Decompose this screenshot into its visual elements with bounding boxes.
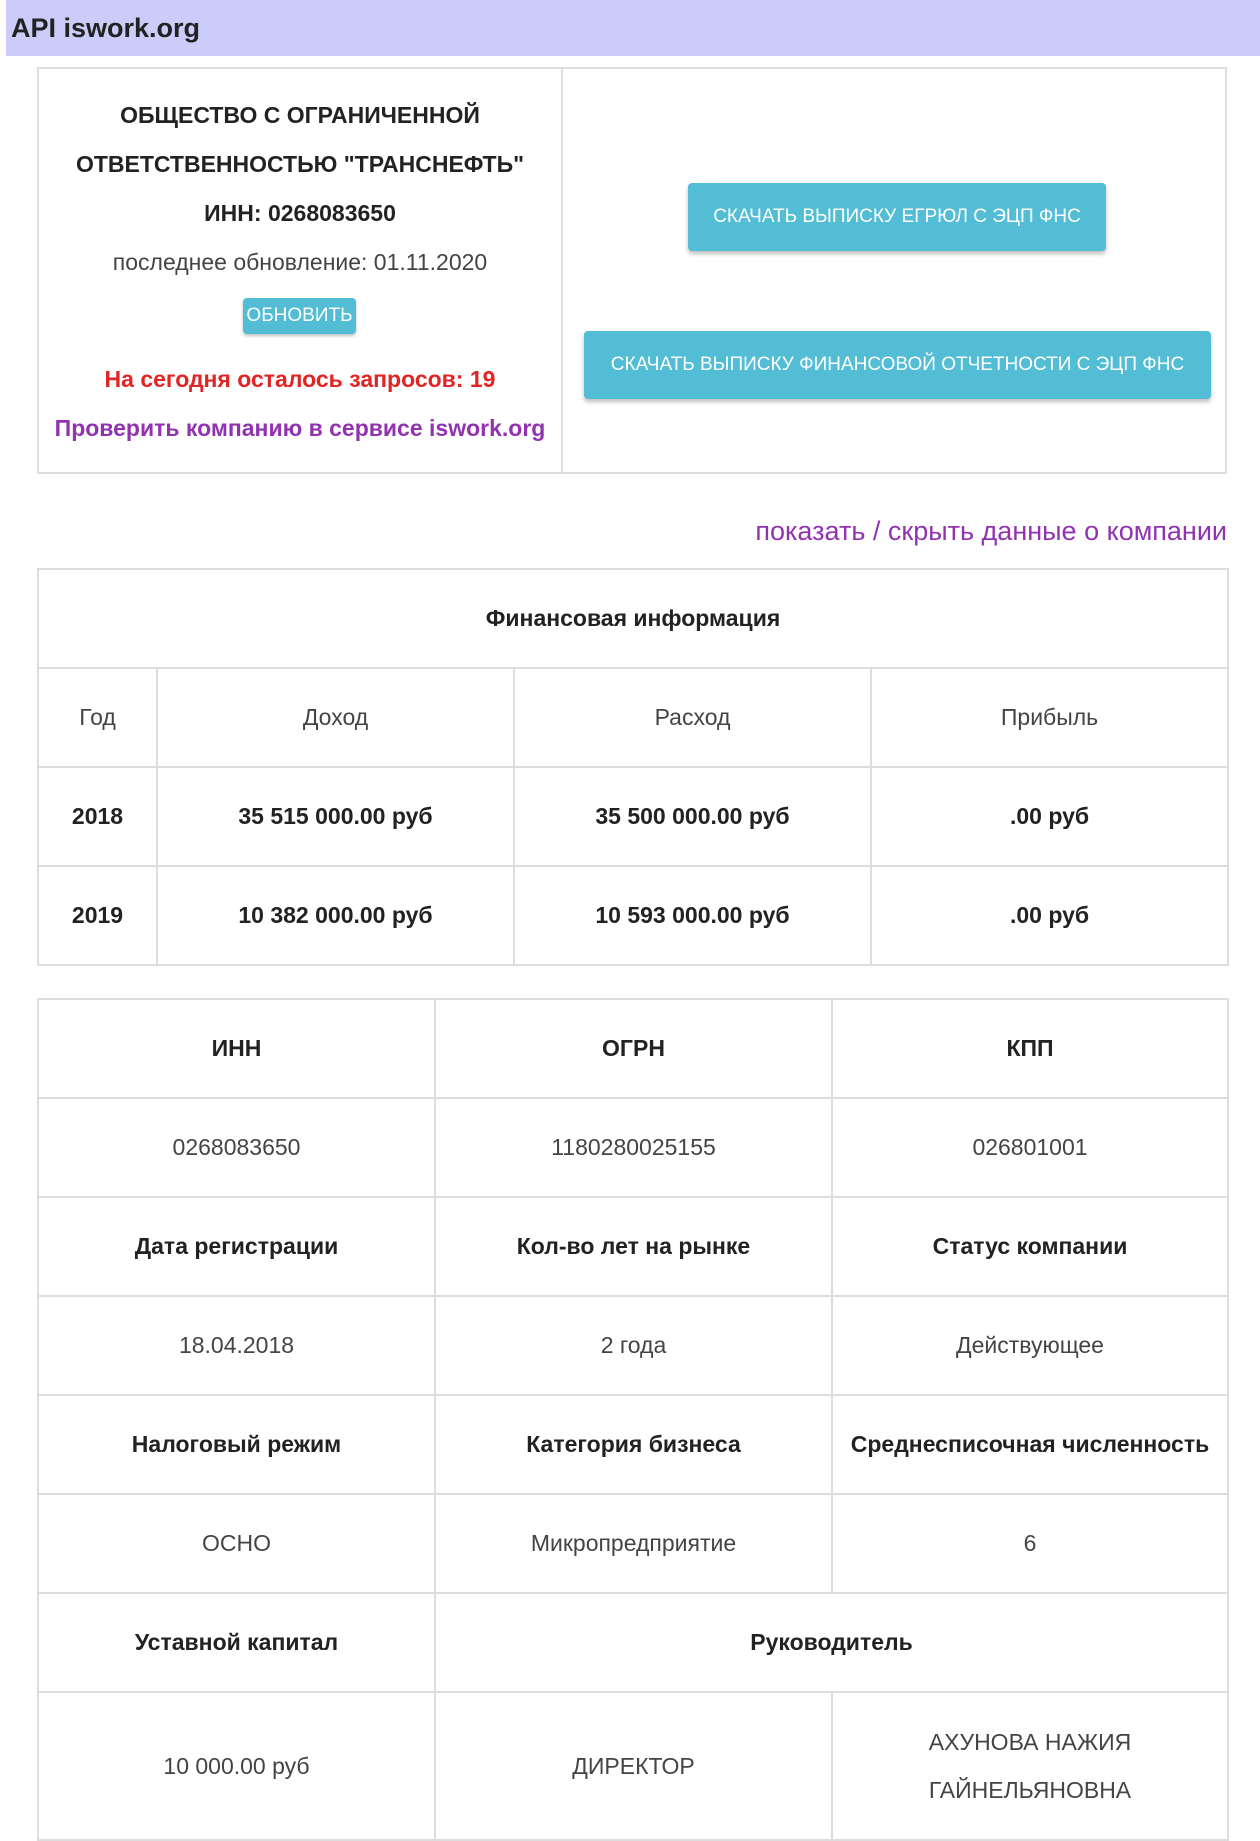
profit-cell: .00 руб: [871, 767, 1228, 866]
capital-label: Уставной капитал: [38, 1593, 435, 1692]
finance-table: [37, 568, 1229, 966]
head-name-value: АХУНОВА НАЖИЯ ГАЙНЕЛЬЯНОВНА: [832, 1692, 1228, 1840]
inn-label: ИНН: [38, 999, 435, 1098]
category-label: Категория бизнеса: [435, 1395, 832, 1494]
header-year: Год: [38, 668, 157, 767]
category-value: Микропредприятие: [435, 1494, 832, 1593]
head-position-value: ДИРЕКТОР: [435, 1692, 832, 1840]
year-cell: 2019: [38, 866, 157, 965]
reg-date-label: Дата регистрации: [38, 1197, 435, 1296]
info-header-row: [38, 999, 1228, 1098]
company-card: [37, 67, 1227, 474]
capital-value: 10 000.00 руб: [38, 1692, 435, 1840]
check-company-link[interactable]: Проверить компанию в сервисе iswork.org: [54, 415, 546, 441]
expense-cell: 35 500 000.00 руб: [514, 767, 871, 866]
table-row: [38, 866, 1228, 965]
ogrn-label: ОГРН: [435, 999, 832, 1098]
tax-value: ОСНО: [38, 1494, 435, 1593]
finance-title-row: [38, 569, 1228, 668]
toggle-company-data-link[interactable]: показать / скрыть данные о компании: [755, 516, 1227, 546]
ogrn-value: 1180280025155: [435, 1098, 832, 1197]
staff-label: Среднесписочная численность: [832, 1395, 1228, 1494]
header-expense: Расход: [514, 668, 871, 767]
head-label: Руководитель: [435, 1593, 1228, 1692]
staff-value: 6: [832, 1494, 1228, 1593]
kpp-label: КПП: [832, 999, 1228, 1098]
info-header-row: [38, 1395, 1228, 1494]
year-cell: 2018: [38, 767, 157, 866]
years-value: 2 года: [435, 1296, 832, 1395]
tax-label: Налоговый режим: [38, 1395, 435, 1494]
expense-cell: 10 593 000.00 руб: [514, 866, 871, 965]
info-value-row: [38, 1296, 1228, 1395]
info-value-row: [38, 1098, 1228, 1197]
info-value-row: [38, 1494, 1228, 1593]
brand-title: API iswork.org: [11, 13, 201, 43]
profit-cell: .00 руб: [871, 866, 1228, 965]
last-update-text: последнее обновление: 01.11.2020: [112, 249, 488, 275]
check-link-wrap: [39, 415, 561, 442]
income-cell: 10 382 000.00 руб: [157, 866, 514, 965]
download-finance-button[interactable]: СКАЧАТЬ ВЫПИСКУ ФИНАНСОВОЙ ОТЧЕТНОСТИ С ЭЦП ФНС: [584, 331, 1211, 399]
status-label: Статус компании: [832, 1197, 1228, 1296]
info-value-row: [38, 1692, 1228, 1840]
status-value: Действующее: [832, 1296, 1228, 1395]
refresh-button[interactable]: ОБНОВИТЬ: [243, 298, 356, 334]
requests-left-text: На сегодня осталось запросов: 19: [104, 366, 496, 392]
finance-title: Финансовая информация: [38, 569, 1228, 668]
company-info-table: [37, 998, 1229, 1841]
company-inn: ИНН: 0268083650: [204, 200, 396, 226]
company-name-line1: ОБЩЕСТВО С ОГРАНИЧЕННОЙ: [120, 102, 480, 128]
header-profit: Прибыль: [871, 668, 1228, 767]
header-income: Доход: [157, 668, 514, 767]
company-summary: [39, 69, 563, 472]
reg-date-value: 18.04.2018: [38, 1296, 435, 1395]
income-cell: 35 515 000.00 руб: [157, 767, 514, 866]
years-label: Кол-во лет на рынке: [435, 1197, 832, 1296]
company-name-line2: ОТВЕТСТВЕННОСТЬЮ "ТРАНСНЕФТЬ": [75, 151, 525, 177]
finance-header-row: [38, 668, 1228, 767]
download-egrul-button[interactable]: СКАЧАТЬ ВЫПИСКУ ЕГРЮЛ С ЭЦП ФНС: [688, 183, 1106, 251]
inn-value: 0268083650: [38, 1098, 435, 1197]
info-header-row: [38, 1197, 1228, 1296]
table-row: [38, 767, 1228, 866]
top-bar: [6, 0, 1260, 56]
kpp-value: 026801001: [832, 1098, 1228, 1197]
info-header-row: [38, 1593, 1228, 1692]
